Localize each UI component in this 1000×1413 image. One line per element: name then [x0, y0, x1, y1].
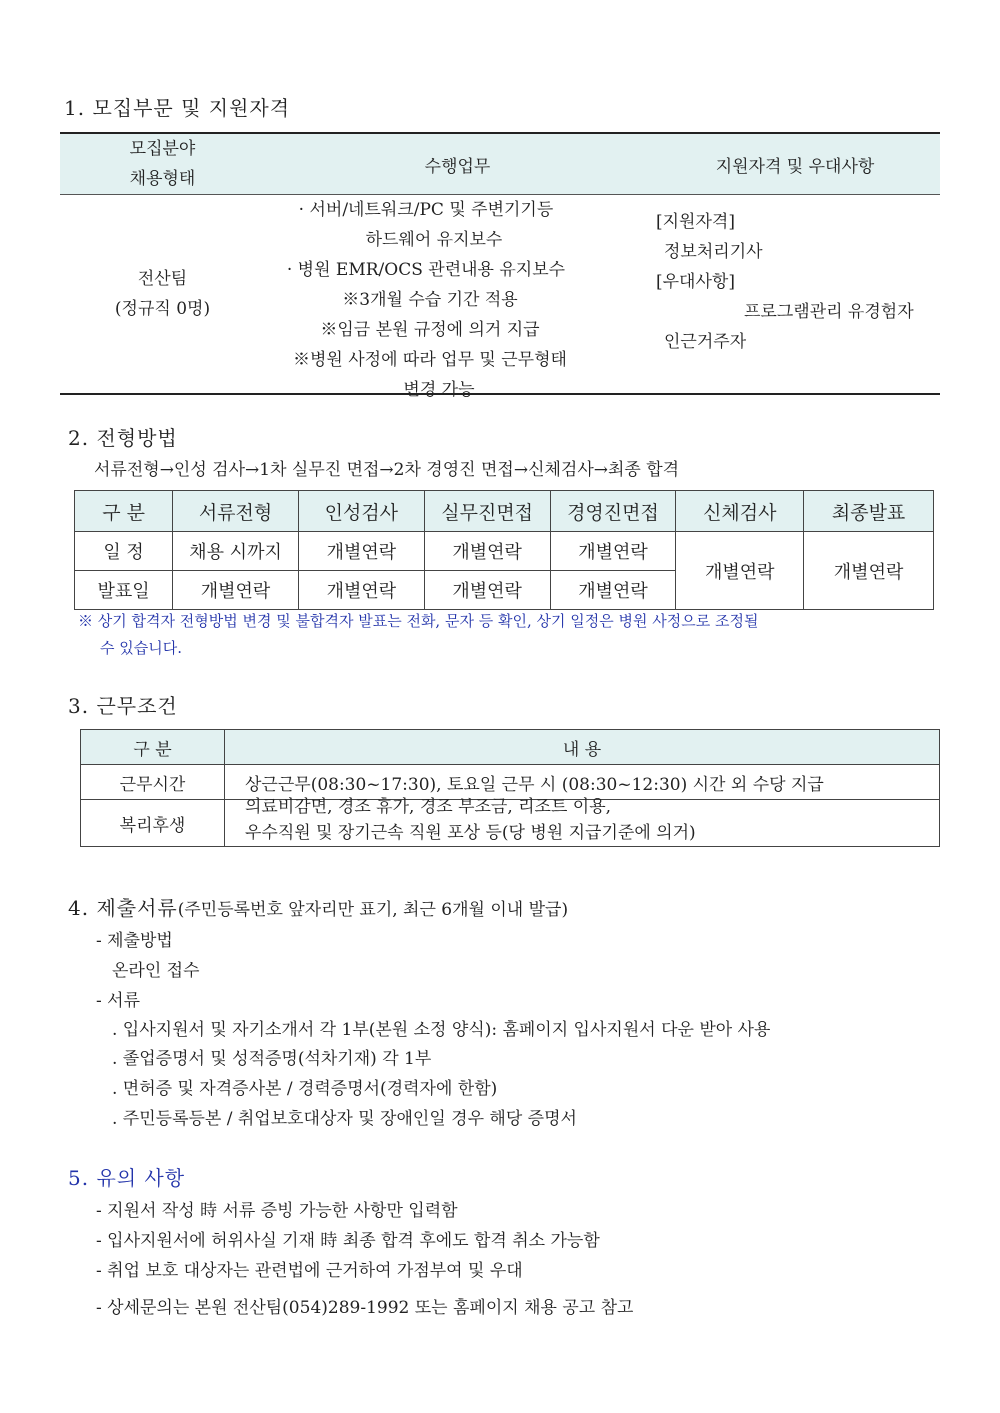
header-field [60, 133, 265, 195]
header-duties: 수행업무 [265, 133, 650, 195]
employment-type: (정규직 0명) [114, 299, 211, 319]
conditions-row-label: 근무시간 [81, 765, 225, 800]
conditions-row-label: 복리후생 [81, 800, 225, 847]
schedule-cell: 채용 시까지 [173, 532, 299, 571]
schedule-cell: 개별연락 [173, 571, 299, 610]
header-qualification: 지원자격 및 우대사항 [650, 133, 940, 195]
benefits-line: 우수직원 및 장기근속 직원 포상 등(당 병원 지급기준에 의거) [245, 823, 696, 843]
schedule-header: 경영진면접 [550, 491, 676, 532]
conditions-row-value [225, 797, 940, 847]
document-item: . 주민등록등본 / 취업보호대상자 및 장애인일 경우 해당 증명서 [112, 1109, 577, 1129]
submission-method-label: - 제출방법 [96, 931, 173, 951]
conditions-row-value: 상근근무(08:30~17:30), 토요일 근무 시 (08:30~12:30) 시간 외 수당 지급 [225, 765, 940, 800]
section-5-heading: 5. 유의 사항 [68, 1166, 186, 1190]
schedule-header: 인성검사 [298, 491, 424, 532]
schedule-cell-merged: 개별연락 [676, 532, 804, 610]
notice-item: - 취업 보호 대상자는 관련법에 근거하여 가점부여 및 우대 [96, 1261, 523, 1281]
dept-cell [60, 195, 265, 395]
preference-title: [우대사항] [656, 272, 735, 292]
section-4-heading-row [68, 892, 568, 921]
duty-line: ※임금 본원 규정에 의거 지급 [320, 320, 540, 340]
schedule-row-label: 발표일 [75, 571, 173, 610]
schedule-header: 최종발표 [804, 491, 934, 532]
qualification-cell [650, 195, 940, 395]
duties-cell [265, 195, 650, 400]
section-2-heading: 2. 전형방법 [68, 426, 178, 450]
dept-name: 전산팀 [137, 269, 188, 289]
schedule-cell: 개별연락 [550, 571, 676, 610]
section-4-heading: 4. 제출서류 [68, 896, 178, 920]
conditions-header: 구 분 [81, 730, 225, 765]
submission-method-value: 온라인 접수 [112, 961, 200, 981]
schedule-cell: 개별연락 [424, 532, 550, 571]
schedule-row-label: 일 정 [75, 532, 173, 571]
documents-label: - 서류 [96, 991, 140, 1011]
document-item: . 면허증 및 자격증사본 / 경력증명서(경력자에 한함) [112, 1079, 498, 1099]
duty-line: ※3개월 수습 기간 적용 [342, 290, 518, 310]
benefits-line: 의료비감면, 경조 휴가, 경조 부조금, 리조트 이용, [245, 797, 612, 817]
schedule-header: 서류전형 [173, 491, 299, 532]
notice-item: - 지원서 작성 時 서류 증빙 가능한 사항만 입력함 [96, 1201, 458, 1221]
duty-line: 하드웨어 유지보수 [365, 230, 503, 250]
document-item: . 입사지원서 및 자기소개서 각 1부(본원 소정 양식): 홈페이지 입사지원서 다운 받아 사용 [112, 1020, 771, 1040]
duty-line: ※병원 사정에 따라 업무 및 근무형태 [293, 350, 567, 370]
selection-note-line1: ※ 상기 합격자 전형방법 변경 및 불합격자 발표는 전화, 문자 등 확인, 상기 일정은 병원 사정으로 조정될 [78, 612, 759, 630]
schedule-cell: 개별연락 [298, 571, 424, 610]
duty-line: · 서버/네트워크/PC 및 주변기기등 [298, 200, 554, 220]
qualification-item: 정보처리기사 [664, 242, 763, 262]
section-3-heading: 3. 근무조건 [68, 694, 178, 718]
working-conditions-table [80, 729, 940, 847]
selection-schedule-table [74, 490, 934, 610]
preference-item: 프로그램관리 유경험자 [744, 302, 914, 322]
schedule-cell: 개별연락 [550, 532, 676, 571]
duty-line: 변경 가능 [403, 380, 475, 400]
qualification-title: [지원자격] [656, 212, 735, 232]
section-1-heading: 1. 모집부문 및 지원자격 [64, 96, 291, 120]
conditions-header: 내 용 [225, 730, 940, 765]
selection-flow: 서류전형→인성 검사→1차 실무진 면접→2차 경영진 면접→신체검사→최종 합격 [94, 460, 680, 480]
duty-line: · 병원 EMR/OCS 관련내용 유지보수 [286, 260, 566, 280]
notice-item: - 상세문의는 본원 전산팀(054)289-1992 또는 홈페이지 채용 공고 참고 [96, 1298, 634, 1318]
schedule-header: 구 분 [75, 491, 173, 532]
header-field-line2: 채용형태 [129, 169, 196, 189]
recruitment-table [60, 132, 940, 400]
notice-item: - 입사지원서에 허위사실 기재 時 최종 합격 후에도 합격 취소 가능함 [96, 1231, 600, 1251]
section-4-heading-note: (주민등록번호 앞자리만 표기, 최근 6개월 이내 발급) [177, 900, 569, 920]
document-item: . 졸업증명서 및 성적증명(석차기재) 각 1부 [112, 1049, 432, 1069]
header-field-line1: 모집분야 [129, 139, 196, 159]
schedule-cell: 개별연락 [298, 532, 424, 571]
schedule-cell: 개별연락 [424, 571, 550, 610]
selection-note-line2: 수 있습니다. [100, 639, 182, 657]
schedule-cell-merged: 개별연락 [804, 532, 934, 610]
schedule-header: 실무진면접 [424, 491, 550, 532]
preference-item: 인근거주자 [664, 332, 747, 352]
schedule-header: 신체검사 [676, 491, 804, 532]
